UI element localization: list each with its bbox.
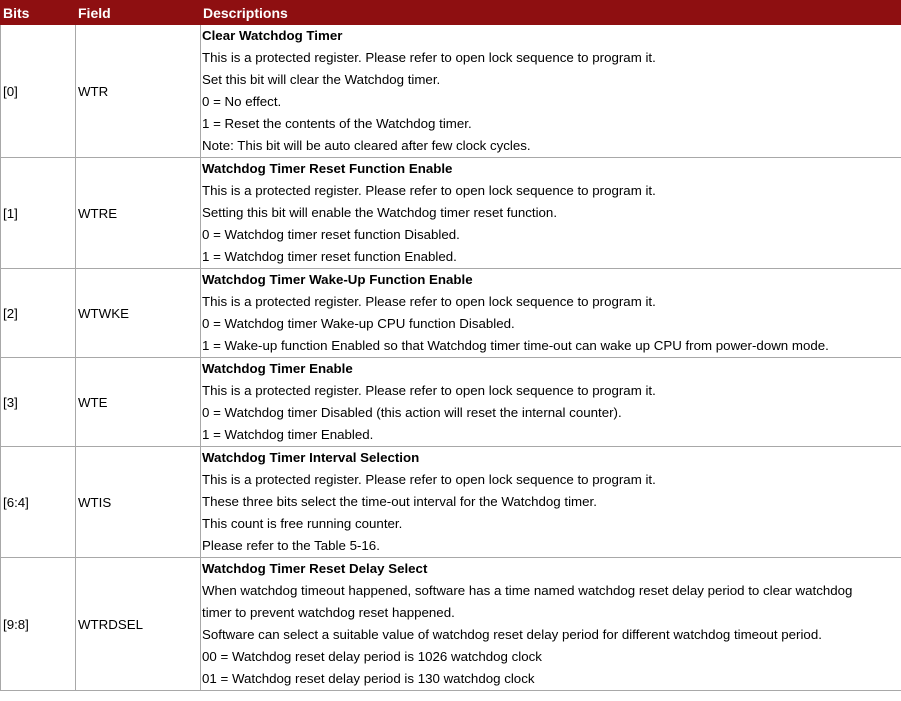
description-title: Watchdog Timer Reset Delay Select: [202, 561, 428, 576]
description-cell: [201, 25, 901, 158]
description-line: 0 = Watchdog timer reset function Disabled.: [202, 227, 460, 242]
description-line: 0 = No effect.: [202, 94, 282, 109]
description-line: Set this bit will clear the Watchdog timer.: [202, 72, 441, 87]
description-line: This is a protected register. Please refer to open lock sequence to program it.: [202, 383, 656, 398]
description-line: This is a protected register. Please refer to open lock sequence to program it.: [202, 183, 656, 198]
description-line: 1 = Watchdog timer Enabled.: [202, 427, 374, 442]
description-title: Watchdog Timer Reset Function Enable: [202, 161, 453, 176]
description-line: Setting this bit will enable the Watchdog timer reset function.: [202, 205, 558, 220]
bits-cell: [9:8]: [1, 558, 76, 691]
field-cell: WTR: [76, 25, 201, 158]
description-cell: [201, 358, 901, 447]
table-header-row: [1, 1, 901, 25]
description-line: timer to prevent watchdog reset happened.: [202, 605, 455, 620]
description-title: Watchdog Timer Enable: [202, 361, 353, 376]
header-field: Field: [76, 1, 201, 25]
table-row: [1, 158, 901, 269]
bits-cell: [3]: [1, 358, 76, 447]
description-title: Clear Watchdog Timer: [202, 28, 343, 43]
bits-cell: [0]: [1, 25, 76, 158]
header-bits: Bits: [1, 1, 76, 25]
description-line: 1 = Reset the contents of the Watchdog timer.: [202, 116, 472, 131]
description-line: This is a protected register. Please refer to open lock sequence to program it.: [202, 294, 656, 309]
description-cell: [201, 447, 901, 558]
description-line: 0 = Watchdog timer Wake-up CPU function Disabled.: [202, 316, 515, 331]
field-cell: WTWKE: [76, 269, 201, 358]
field-cell: WTRDSEL: [76, 558, 201, 691]
description-cell: [201, 269, 901, 358]
description-cell: [201, 158, 901, 269]
table-row: [1, 358, 901, 447]
table-body: [1, 25, 901, 691]
description-line: This is a protected register. Please refer to open lock sequence to program it.: [202, 472, 656, 487]
description-title: Watchdog Timer Interval Selection: [202, 450, 420, 465]
bits-cell: [2]: [1, 269, 76, 358]
description-line: Note: This bit will be auto cleared after few clock cycles.: [202, 138, 531, 153]
description-line: This count is free running counter.: [202, 516, 403, 531]
description-line: 00 = Watchdog reset delay period is 1026 watchdog clock: [202, 649, 542, 664]
description-line: This is a protected register. Please refer to open lock sequence to program it.: [202, 50, 656, 65]
description-line: 1 = Watchdog timer reset function Enabled.: [202, 249, 457, 264]
table-row: [1, 25, 901, 158]
bits-cell: [6:4]: [1, 447, 76, 558]
table-row: [1, 447, 901, 558]
description-line: Software can select a suitable value of watchdog reset delay period for different watchdog timeout period.: [202, 627, 822, 642]
header-descriptions: Descriptions: [201, 1, 901, 25]
description-line: 0 = Watchdog timer Disabled (this action will reset the internal counter).: [202, 405, 622, 420]
description-line: When watchdog timeout happened, software has a time named watchdog reset delay period to clear watchdog: [202, 583, 853, 598]
field-cell: WTRE: [76, 158, 201, 269]
description-line: These three bits select the time-out interval for the Watchdog timer.: [202, 494, 597, 509]
description-cell: [201, 558, 901, 691]
description-line: 01 = Watchdog reset delay period is 130 watchdog clock: [202, 671, 535, 686]
field-cell: WTE: [76, 358, 201, 447]
description-line: Please refer to the Table 5-16.: [202, 538, 380, 553]
table-row: [1, 558, 901, 691]
table-row: [1, 269, 901, 358]
description-title: Watchdog Timer Wake-Up Function Enable: [202, 272, 473, 287]
field-cell: WTIS: [76, 447, 201, 558]
bits-cell: [1]: [1, 158, 76, 269]
description-line: 1 = Wake-up function Enabled so that Watchdog timer time-out can wake up CPU from power-down mode.: [202, 338, 829, 353]
